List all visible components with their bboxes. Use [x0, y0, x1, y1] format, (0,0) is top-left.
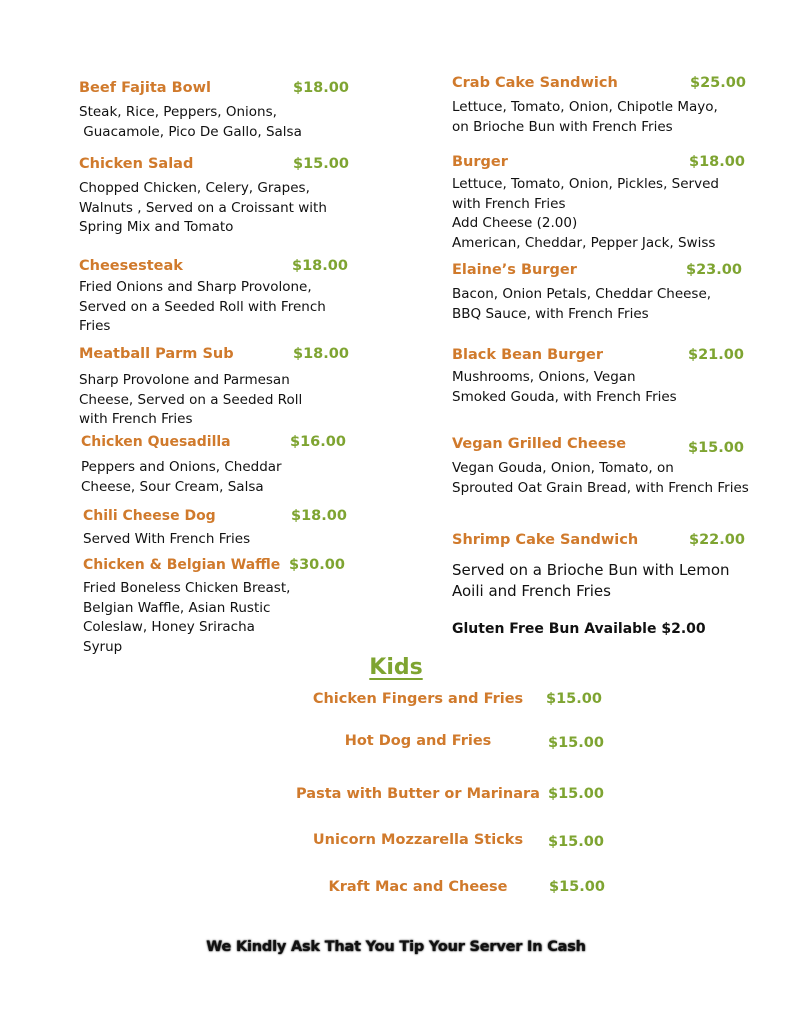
- description-line: Belgian Waffle, Asian Rustic: [83, 599, 271, 616]
- description-line: Walnuts , Served on a Croissant with: [79, 199, 327, 216]
- item-description: [452, 368, 677, 407]
- item-price: $18.00: [689, 154, 745, 170]
- item-price: $18.00: [292, 258, 348, 274]
- description-line: with French Fries: [79, 411, 193, 427]
- item-description: [79, 371, 302, 430]
- item-description: [79, 103, 302, 142]
- item-description: [452, 285, 711, 324]
- description-line: Vegan Gouda, Onion, Tomato, on: [452, 460, 674, 476]
- description-line: on Brioche Bun with French Fries: [452, 118, 673, 135]
- item-name: Vegan Grilled Cheese: [452, 436, 627, 452]
- description-line: Chopped Chicken, Celery, Grapes,: [79, 180, 310, 196]
- tip-notice: We Kindly Ask That You Tip Your Server In Cash: [206, 939, 586, 955]
- description-line: American, Cheddar, Pepper Jack, Swiss: [452, 234, 716, 251]
- item-price: $22.00: [689, 532, 745, 548]
- item-price: $18.00: [293, 346, 349, 362]
- item-description: [81, 458, 282, 497]
- kids-item-price: $15.00: [548, 834, 604, 850]
- description-line: Mushrooms, Onions, Vegan: [452, 369, 636, 385]
- description-line: Syrup: [83, 638, 123, 655]
- item-name: Chicken & Belgian Waffle: [83, 557, 281, 573]
- description-line: Steak, Rice, Peppers, Onions,: [79, 104, 277, 120]
- kids-item-price: $15.00: [548, 786, 604, 802]
- item-price: $15.00: [688, 440, 744, 456]
- item-name: Meatball Parm Sub: [79, 346, 234, 362]
- item-name: Crab Cake Sandwich: [452, 75, 618, 91]
- item-name: Chicken Quesadilla: [81, 434, 231, 450]
- description-line: Smoked Gouda, with French Fries: [452, 388, 677, 405]
- description-line: Lettuce, Tomato, Onion, Pickles, Served: [452, 176, 719, 192]
- description-line: with French Fries: [452, 195, 566, 212]
- item-price: $18.00: [293, 80, 349, 96]
- kids-item-name: Kraft Mac and Cheese: [328, 879, 508, 895]
- item-description: [452, 459, 749, 498]
- kids-item-name: Unicorn Mozzarella Sticks: [312, 832, 524, 848]
- kids-item-name: Hot Dog and Fries: [344, 733, 492, 749]
- kids-item-name: Pasta with Butter or Marinara: [296, 786, 540, 802]
- item-name: Chili Cheese Dog: [83, 508, 216, 524]
- description-line: Guacamole, Pico De Gallo, Salsa: [79, 123, 302, 140]
- item-name: Black Bean Burger: [452, 347, 604, 363]
- description-line: Served on a Brioche Bun with Lemon: [452, 561, 730, 579]
- kids-item-price: $15.00: [548, 735, 604, 751]
- item-price: $25.00: [690, 75, 746, 91]
- item-description: [83, 530, 250, 550]
- item-name: Cheesesteak: [79, 258, 183, 274]
- description-line: Lettuce, Tomato, Onion, Chipotle Mayo,: [452, 99, 718, 115]
- description-line: Sprouted Oat Grain Bread, with French Fries: [452, 479, 749, 496]
- item-price: $21.00: [688, 347, 744, 363]
- description-line: Served on a Seeded Roll with French: [79, 298, 326, 315]
- item-description: [79, 278, 326, 337]
- item-price: $30.00: [289, 557, 345, 573]
- description-line: Aoili and French Fries: [452, 582, 611, 600]
- description-line: BBQ Sauce, with French Fries: [452, 305, 649, 322]
- description-line: Fries: [79, 318, 111, 334]
- description-line: Fried Onions and Sharp Provolone,: [79, 279, 312, 295]
- item-description: [79, 179, 327, 238]
- item-description: [452, 560, 730, 602]
- item-name: Elaine’s Burger: [452, 262, 577, 278]
- description-line: Cheese, Served on a Seeded Roll: [79, 391, 303, 408]
- kids-item-price: $15.00: [546, 691, 602, 707]
- item-name: Chicken Salad: [79, 156, 194, 172]
- item-price: $16.00: [290, 434, 346, 450]
- description-line: Coleslaw, Honey Sriracha: [83, 619, 255, 635]
- description-line: Fried Boneless Chicken Breast,: [83, 580, 291, 596]
- item-description: [452, 175, 719, 253]
- description-line: Add Cheese (2.00): [452, 215, 578, 231]
- item-price: $23.00: [686, 262, 742, 278]
- description-line: Served With French Fries: [83, 531, 251, 547]
- kids-item-price: $15.00: [549, 879, 605, 895]
- item-name: Beef Fajita Bowl: [79, 80, 212, 96]
- description-line: Sharp Provolone and Parmesan: [79, 372, 290, 388]
- item-description: [83, 579, 290, 657]
- description-line: Cheese, Sour Cream, Salsa: [81, 478, 264, 495]
- description-line: Peppers and Onions, Cheddar: [81, 459, 282, 475]
- item-name: Burger: [452, 154, 508, 170]
- item-price: $18.00: [291, 508, 347, 524]
- kids-title: Kids: [369, 655, 423, 680]
- item-description: [452, 98, 718, 137]
- gluten-free-note: Gluten Free Bun Available $2.00: [452, 621, 706, 637]
- description-line: Bacon, Onion Petals, Cheddar Cheese,: [452, 286, 712, 302]
- item-name: Shrimp Cake Sandwich: [452, 532, 639, 548]
- description-line: Spring Mix and Tomato: [79, 219, 234, 235]
- item-price: $15.00: [293, 156, 349, 172]
- kids-item-name: Chicken Fingers and Fries: [312, 691, 524, 707]
